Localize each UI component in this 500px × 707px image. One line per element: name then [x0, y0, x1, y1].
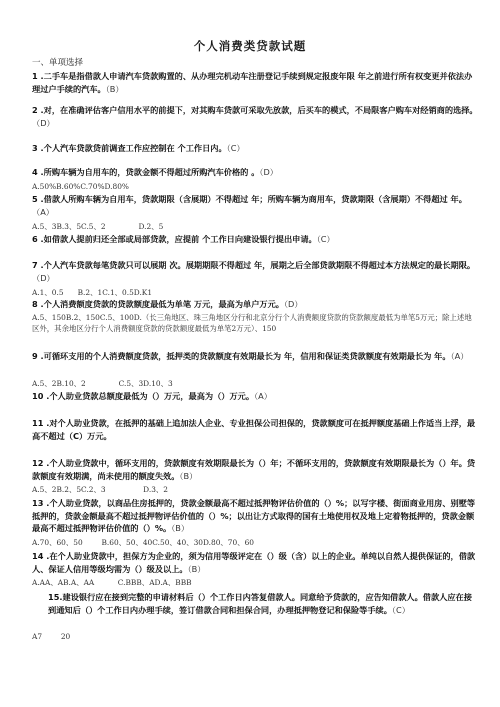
options-13: A.70、60、50 B.60、50、40C.50、40、30D.80、70、60	[32, 538, 254, 547]
answer-10: （A）	[254, 391, 272, 401]
answer-1: （B）	[105, 83, 124, 94]
section-heading: 一、单项选择	[32, 58, 84, 68]
question-4: 4 .所购车辆为自用车的，贷款金额不得超过所购汽车价格的 。（D）	[32, 167, 278, 177]
question-14: 14 .在个人助业贷款中，担保方为企业的，须为信用等级评定在（）级（含）以上的企业。单纯以自然人提供保证的，借款人、保证人信用等级均需为（）级及以上。（B）	[32, 551, 476, 574]
answer-13: （B）	[171, 523, 190, 533]
question-8: 8 .个人消费额度贷款的贷款额度最低为单笔 万元，最高为单户万元。（D）	[32, 299, 303, 309]
answer-9: （A）	[450, 351, 469, 361]
question-3: 3 .个人汽车贷款贷前调查工作应控制在 个工作日内。（C）	[32, 143, 245, 153]
options-15: A7 20	[32, 632, 71, 641]
options-9: A.5、2B.10、2 C.5、3D.10、3	[32, 379, 173, 388]
options-5: A.5、3B.3、5C.5、2 D.2、5	[32, 222, 164, 231]
options-4: A.50%B.60%C.70%D.80%	[32, 182, 129, 191]
options-12: A.5、2B.2、5C.2、3 D.3、2	[32, 485, 168, 494]
question-1: 1 .二手车是指借款人申请汽车贷款购置的、从办理完机动车注册登记手续到规定报废年限 年之前进行所有权变更并依法办理过户手续的汽车。（B）	[32, 71, 473, 94]
answer-14: （B）	[187, 563, 206, 574]
document-title: 个人消费类贷款试题	[193, 39, 307, 53]
options-7: A.1、0.5 B.2、1C.1、0.5D.K1	[32, 288, 153, 297]
answer-6: （C）	[316, 234, 335, 244]
question-12: 12 .个人助业贷款中，循环支用的，贷款额度有效期限最长为（）年；不循环支用的，贷款额度有效期限最长为（）年。贷款额度有效期满，尚未使用的额度失效。（B）	[32, 458, 476, 481]
answer-12: （B）	[179, 470, 198, 481]
question-15: 15.建设银行应在接到完整的申请材料后（）个工作日内答复借款人。同意给予贷款的，应告知借款人。借款人应在接到通知后（）个工作日内办理手续，签订借款合同和担保合同，办理抵押物登记和保险等手续。（C）	[48, 592, 472, 615]
question-7: 7 .个人汽车贷款每笔贷款只可以展期 次。展期期限不得超过 年，展期之后全部贷款期限不得超过本方法规定的最长期限。（D）	[32, 260, 476, 283]
answer-15: （C）	[391, 604, 410, 615]
question-2: 2 .对，在准确评估客户信用水平的前提下，对其购车贷款可采取先放款，后买车的模式，不局限客户购车对经销商的选择。（D）	[32, 105, 478, 128]
answer-3: （C）	[226, 143, 245, 153]
question-10: 10 .个人助业贷款总额度最低为（）万元，最高为（）万元。（A）	[32, 391, 272, 401]
question-13: 13 .个人助业贷款，以商品住房抵押的，贷款金额最高不超过抵押物评估价值的（）%；以写字楼、街面商业用房、别墅等抵押的，贷款金额最高不超过抵押物评估价值的（）%；以出让方式取得的国有土地使用权及地上定着物抵押的，贷款金额最高不超过抵押物评估价值的（）%。（B）	[32, 498, 476, 533]
question-9: 9 .可循环支用的个人消费额度贷款，抵押类的贷款额度有效期最长为 年，信用和保证类贷款额度有效期最长为 年。（A）	[32, 351, 469, 361]
question-5: 5 .借款人所购车辆为自用车，贷款期限（含展期）不得超过 年；所购车辆为商用车，贷款期限（含展期）不得超过 年。（A）	[32, 194, 467, 217]
answer-4: （D）	[259, 167, 278, 177]
options-8: A.5、150B.2、150C.5、100D.（长三角地区、珠三角地区分行和北京分行个人消费额度贷款的贷款额度最低为单笔5万元；除上述地区外，其余地区分行个人消费额度贷款的贷款额度最低为单笔2万元）、150	[32, 313, 472, 333]
question-6: 6 .如借款人提前归还全部或局部贷款，应提前 个工作日向建设银行提出申请。（C）	[32, 234, 335, 244]
question-11: 11 .对个人助业贷款，在抵押的基础上追加法人企业、专业担保公司担保的，贷款额度可在抵押额度基础上作适当上浮，最高不超过（C）万元。	[32, 418, 476, 441]
answer-2: （D）	[32, 117, 55, 128]
answer-7: （D）	[32, 272, 55, 283]
options-14: A.AA、AB.A、AA C.BBB、AD.A、BBB	[32, 578, 192, 587]
answer-5: （A）	[32, 206, 54, 217]
answer-8: （D）	[283, 299, 303, 309]
